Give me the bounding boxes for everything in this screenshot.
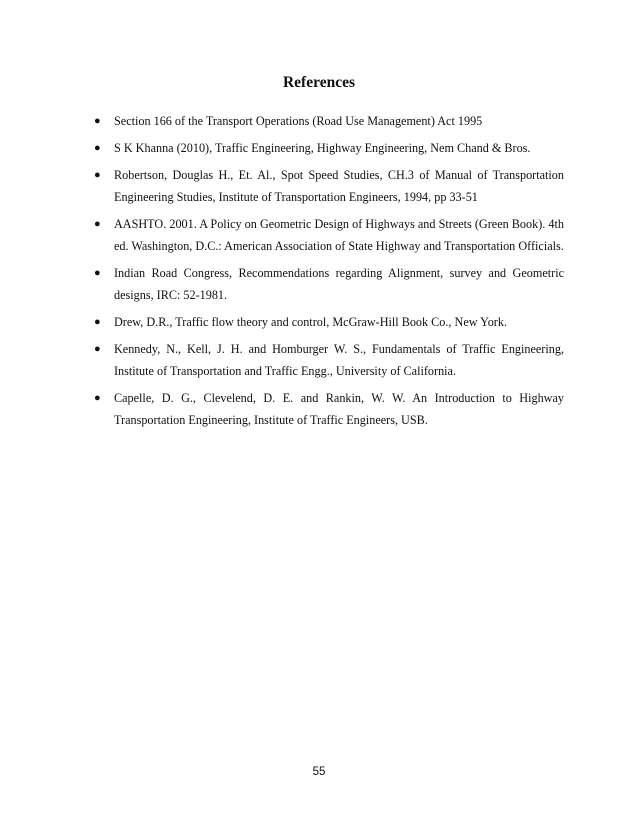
- reference-list: [94, 110, 564, 436]
- bullet-icon: ●: [94, 392, 101, 404]
- bullet-icon: ●: [94, 115, 101, 127]
- reference-item: [94, 137, 564, 159]
- reference-text: Section 166 of the Transport Operations (Road Use Management) Act 1995: [114, 114, 483, 128]
- bullet-icon: ●: [94, 142, 101, 154]
- bullet-icon: ●: [94, 267, 101, 279]
- reference-item: [94, 164, 564, 208]
- reference-text: Drew, D.R., Traffic flow theory and control, McGraw-Hill Book Co., New York.: [114, 315, 508, 329]
- reference-item: [94, 311, 564, 333]
- bullet-icon: ●: [94, 343, 101, 355]
- reference-text: Indian Road Congress, Recommendations regarding Alignment, survey and Geometric designs, IRC: 52-1981.: [114, 266, 564, 302]
- page-number: 55: [312, 766, 326, 778]
- reference-text: Robertson, Douglas H., Et. Al., Spot Speed Studies, CH.3 of Manual of Transportation Engineering Studies, Institute of Transportation Engineers, 1994, pp 33-51: [114, 168, 564, 204]
- reference-item: [94, 213, 564, 257]
- bullet-icon: ●: [94, 169, 101, 181]
- bullet-icon: ●: [94, 316, 101, 328]
- bullet-icon: ●: [94, 218, 101, 230]
- reference-item: [94, 262, 564, 306]
- reference-text: S K Khanna (2010), Traffic Engineering, Highway Engineering, Nem Chand & Bros.: [114, 141, 531, 155]
- reference-text: Kennedy, N., Kell, J. H. and Homburger W. S., Fundamentals of Traffic Engineering, Institute of Transportation and Traffic Engg., University of California.: [114, 342, 564, 378]
- page-title: References: [282, 74, 355, 91]
- reference-item: [94, 387, 564, 431]
- reference-text: Capelle, D. G., Clevelend, D. E. and Rankin, W. W. An Introduction to Highway Transportation Engineering, Institute of Traffic Engineers, USB.: [114, 391, 564, 427]
- reference-item: [94, 338, 564, 382]
- reference-text: AASHTO. 2001. A Policy on Geometric Design of Highways and Streets (Green Book). 4th ed. Washington, D.C.: American Association of State Highway and Transportation Officials.: [114, 217, 564, 253]
- reference-item: [94, 110, 564, 132]
